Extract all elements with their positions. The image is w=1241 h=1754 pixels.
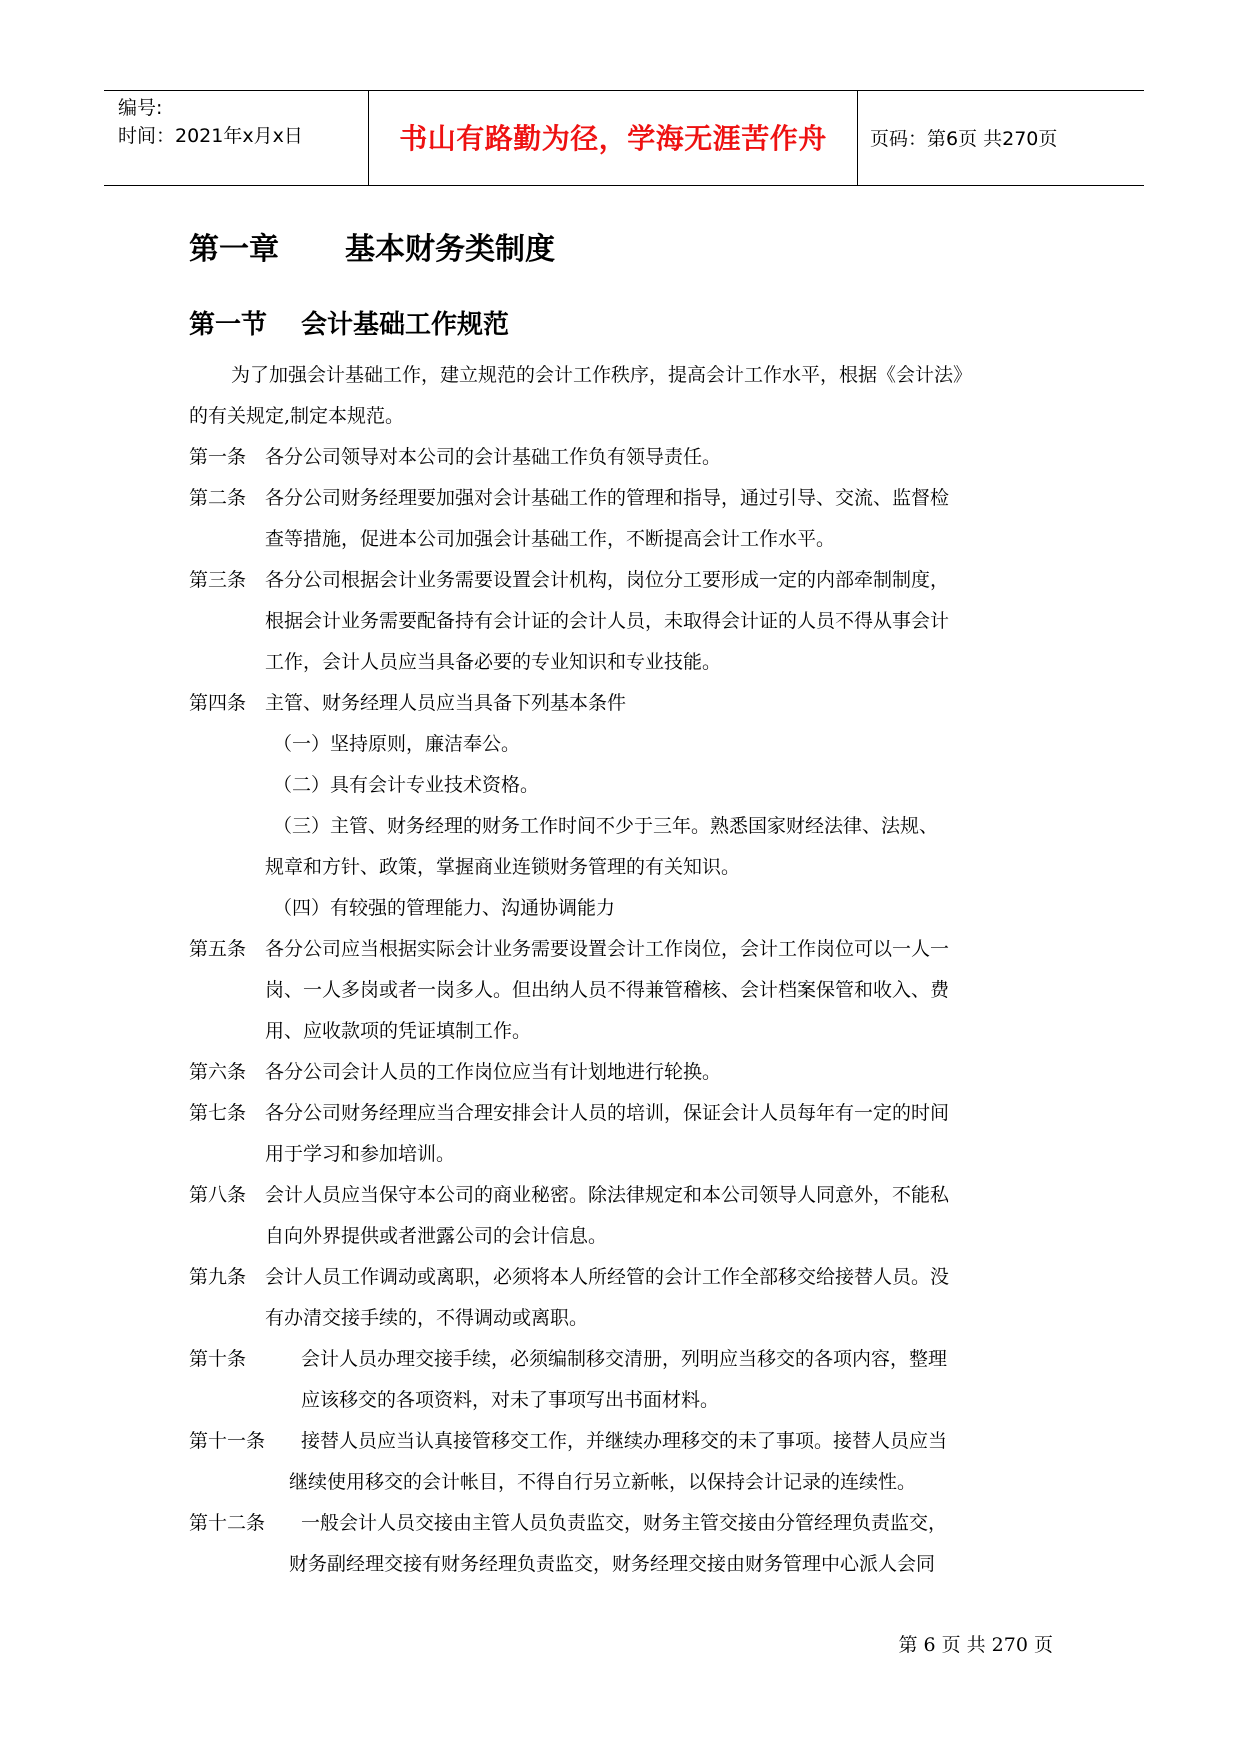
article-line: 一般会计人员交接由主管人员负责监交，财务主管交接由分管经理负责监交， <box>301 1512 948 1534</box>
article-line: 各分公司应当根据实际会计业务需要设置会计工作岗位，会计工作岗位可以一人一 <box>265 938 950 960</box>
section-number: 第一节 <box>189 310 268 340</box>
article-line: 接替人员应当认真接管移交工作，并继续办理移交的未了事项。接替人员应当 <box>301 1430 948 1452</box>
article-line: 查等措施，促进本公司加强会计基础工作，不断提高会计工作水平。 <box>265 528 836 550</box>
article-4 <box>189 683 1069 929</box>
article-number: 第二条 <box>189 487 247 509</box>
article-line: 自向外界提供或者泄露公司的会计信息。 <box>265 1225 608 1247</box>
article-number: 第七条 <box>189 1102 247 1124</box>
article-5 <box>189 929 1069 1052</box>
article-line: 岗、一人多岗或者一岗多人。但出纳人员不得兼管稽核、会计档案保管和收入、费 <box>265 979 950 1001</box>
article-line: 会计人员应当保守本公司的商业秘密。除法律规定和本公司领导人同意外，不能私 <box>265 1184 950 1206</box>
article-line: 应该移交的各项资料，对未了事项写出书面材料。 <box>301 1389 720 1411</box>
article-line: 有办清交接手续的，不得调动或离职。 <box>265 1307 589 1329</box>
article-number: 第三条 <box>189 569 247 591</box>
article-line: 继续使用移交的会计帐目，不得自行另立新帐，以保持会计记录的连续性。 <box>289 1471 917 1493</box>
document-number-label: 编号: <box>118 97 163 119</box>
article-item: （四）有较强的管理能力、沟通协调能力 <box>273 897 616 919</box>
article-number: 第十二条 <box>189 1512 266 1534</box>
article-line: 会计人员办理交接手续，必须编制移交清册，列明应当移交的各项内容，整理 <box>301 1348 948 1370</box>
article-line: 各分公司财务经理应当合理安排会计人员的培训，保证会计人员每年有一定的时间 <box>265 1102 950 1124</box>
article-10 <box>189 1339 1069 1421</box>
article-line: 各分公司会计人员的工作岗位应当有计划地进行轮换。 <box>265 1061 722 1083</box>
article-number: 第九条 <box>189 1266 247 1288</box>
article-item: （一）坚持原则，廉洁奉公。 <box>273 733 521 755</box>
article-line: 财务副经理交接有财务经理负责监交，财务经理交接由财务管理中心派人会同 <box>289 1553 936 1575</box>
article-2 <box>189 478 1069 560</box>
article-line: 根据会计业务需要配备持有会计证的会计人员，未取得会计证的人员不得从事会计 <box>265 610 950 632</box>
header-meta <box>118 94 303 150</box>
article-number: 第八条 <box>189 1184 247 1206</box>
article-number: 第一条 <box>189 446 247 468</box>
article-item: （二）具有会计专业技术资格。 <box>273 774 540 796</box>
document-body <box>189 355 1069 1585</box>
article-6 <box>189 1052 1069 1093</box>
section-heading <box>189 304 509 341</box>
page-footer: 第 6 页 共 270 页 <box>898 1634 1053 1656</box>
document-time-label: 时间：2021年x月x日 <box>118 125 303 147</box>
page-header <box>104 90 1144 186</box>
article-3 <box>189 560 1069 683</box>
article-number: 第十一条 <box>189 1430 266 1452</box>
article-line: 各分公司财务经理要加强对会计基础工作的管理和指导，通过引导、交流、监督检 <box>265 487 950 509</box>
article-line: 工作，会计人员应当具备必要的专业知识和专业技能。 <box>265 651 722 673</box>
article-line: 各分公司根据会计业务需要设置会计机构，岗位分工要形成一定的内部牵制制度， <box>265 569 950 591</box>
article-1 <box>189 437 1069 478</box>
article-line: 各分公司领导对本公司的会计基础工作负有领导责任。 <box>265 446 722 468</box>
article-11 <box>189 1421 1069 1503</box>
header-motto: 书山有路勤为径，学海无涯苦作舟 <box>399 122 827 155</box>
header-divider <box>368 91 369 185</box>
article-8 <box>189 1175 1069 1257</box>
intro-line: 的有关规定,制定本规范。 <box>189 405 405 427</box>
article-number: 第五条 <box>189 938 247 960</box>
chapter-title: 基本财务类制度 <box>345 232 555 267</box>
intro-line: 为了加强会计基础工作，建立规范的会计工作秩序，提高会计工作水平，根据《会计法》 <box>231 364 973 386</box>
article-item: 规章和方针、政策，掌握商业连锁财务管理的有关知识。 <box>265 856 741 878</box>
article-line: 主管、财务经理人员应当具备下列基本条件 <box>265 692 627 714</box>
article-number: 第四条 <box>189 692 247 714</box>
article-line: 会计人员工作调动或离职，必须将本人所经管的会计工作全部移交给接替人员。没 <box>265 1266 950 1288</box>
header-divider <box>857 91 858 185</box>
chapter-number: 第一章 <box>189 232 279 267</box>
article-line: 用、应收款项的凭证填制工作。 <box>265 1020 532 1042</box>
article-item: （三）主管、财务经理的财务工作时间不少于三年。熟悉国家财经法律、法规、 <box>273 815 939 837</box>
article-number: 第六条 <box>189 1061 247 1083</box>
header-page-number: 页码：第6页 共270页 <box>870 128 1058 150</box>
article-line: 用于学习和参加培训。 <box>265 1143 456 1165</box>
article-12 <box>189 1503 1069 1585</box>
article-number: 第十条 <box>189 1348 247 1370</box>
section-title: 会计基础工作规范 <box>301 310 510 340</box>
article-9 <box>189 1257 1069 1339</box>
article-7 <box>189 1093 1069 1175</box>
chapter-heading <box>189 224 555 268</box>
